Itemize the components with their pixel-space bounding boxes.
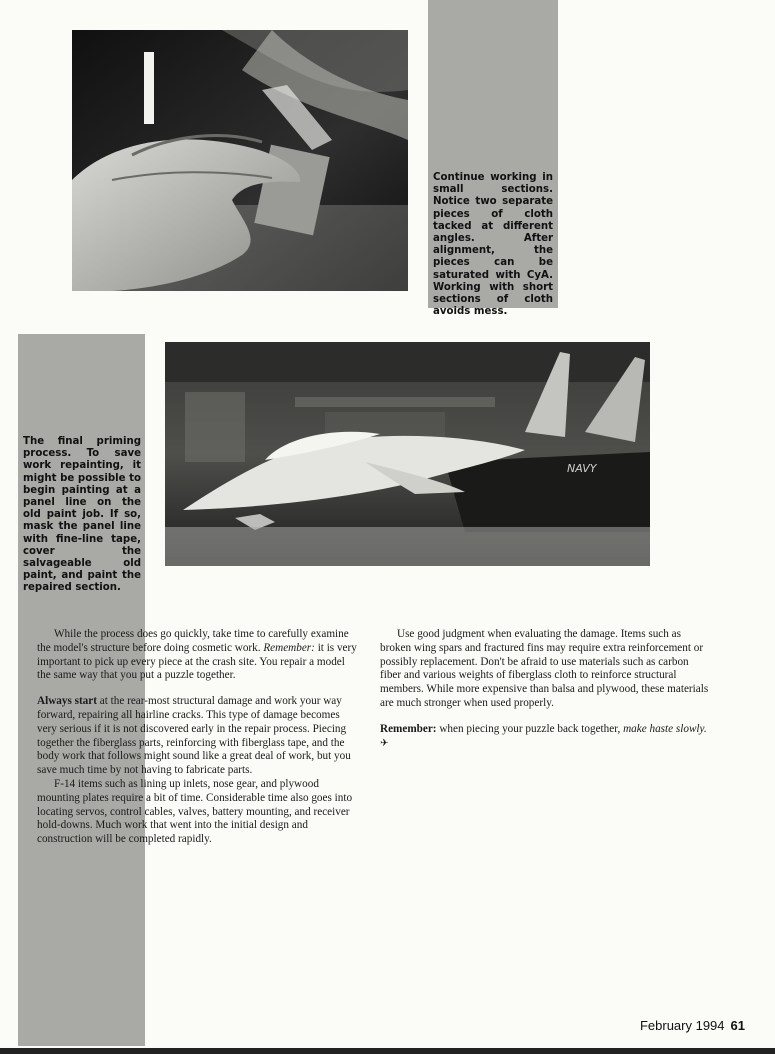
paragraph-5-lead: Remember: bbox=[380, 722, 437, 735]
paragraph-5-emphasis: make haste slowly. bbox=[623, 722, 707, 735]
navy-tail-label: NAVY bbox=[567, 462, 597, 475]
caption-top: Continue working in small sections. Notice two separate pieces of cloth tacked at different angles. After alignment, the pieces can be saturated with CyA. Working with short sections of cloth avoids mess. bbox=[433, 172, 553, 318]
article-paragraph-5 bbox=[380, 723, 710, 751]
paragraph-1-text: While the process does go quickly, take time to carefully examine the model's structure before doing cosmetic work. bbox=[37, 628, 349, 654]
article-paragraph-2 bbox=[37, 695, 359, 778]
paragraph-2-lead: Always start bbox=[37, 695, 97, 708]
article-paragraph-4 bbox=[380, 628, 710, 711]
paragraph-3-text: F-14 items such as lining up inlets, nose gear, and plywood mounting plates require a bit of time. Considerable time also goes into locating servos, control cables, valves, battery mounting, and receiver hold-downs. Much work that went into the initial design and construction will be completed rapidly. bbox=[37, 777, 353, 846]
footer-issue-date: February 1994 bbox=[639, 1018, 725, 1033]
paragraph-1-emphasis: Remember: bbox=[263, 641, 315, 654]
article-paragraph-1 bbox=[37, 628, 359, 683]
footer-page-number: 61 bbox=[730, 1018, 745, 1033]
photo-primed-model bbox=[165, 342, 650, 566]
paragraph-2-text: at the rear-most structural damage and work your way forward, repairing all hairline cracks. This type of damage becomes very serious if it is not discovered early in the repair process. Piecing together the fiberglass parts, reinforcing with fiberglass tape, and the body work that follows might sound like a great deal of work, but you save much time by not having to fabricate parts. bbox=[37, 695, 351, 777]
page-footer bbox=[640, 1018, 745, 1033]
paragraph-5-text: when piecing your puzzle back together, bbox=[439, 722, 621, 735]
scan-edge-bar bbox=[0, 1048, 775, 1054]
article-column-right bbox=[380, 628, 710, 750]
photo-hand-fiberglass bbox=[72, 30, 408, 291]
end-mark-icon: ✈ bbox=[380, 737, 389, 749]
article-paragraph-3 bbox=[37, 778, 359, 847]
caption-left: The final priming process. To save work repainting, it might be possible to begin painting at a panel line on the old paint job. If so, mask the panel line with fine-line tape, cover the salvageable old paint, and paint the repaired section. bbox=[23, 436, 141, 594]
article-column-left bbox=[37, 628, 359, 847]
paragraph-4-text: Use good judgment when evaluating the damage. Items such as broken wing spars and fractured fins may require extra reinforcement or possibly replacement. Don't be afraid to use materials such as carbon fiber and various weights of fiberglass cloth to reinforce structural members. While more expensive than balsa and plywood, these materials are much stronger when used properly. bbox=[380, 628, 709, 709]
paragraph-1-rest: it is very important to pick up every piece at the crash site. You repair a model the same way that you put a puzzle together. bbox=[37, 641, 357, 682]
